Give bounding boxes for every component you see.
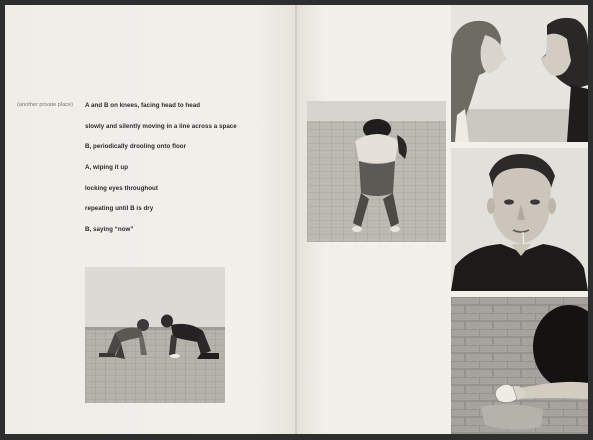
photo-kneeling-pair	[85, 267, 225, 403]
photo-kneeling-pair-image	[85, 267, 225, 403]
photo-crouched-figure	[307, 101, 446, 242]
text-line: slowly and silently moving in a line across a space	[85, 123, 237, 130]
aside-note: (another private place)	[17, 102, 73, 108]
text-line: A and B on knees, facing head to head	[85, 102, 201, 109]
text-line: B, saying “now”	[85, 226, 134, 233]
photo-man-portrait	[451, 148, 588, 291]
book-spread	[5, 5, 588, 434]
photo-hand-wiping	[451, 297, 588, 434]
text-line: B, periodically drooling onto floor	[85, 143, 187, 150]
photo-hand-wiping-image	[451, 297, 588, 434]
text-line: locking eyes throughout	[85, 185, 158, 192]
photo-faces-profile	[451, 5, 588, 142]
left-page	[5, 5, 296, 434]
photo-crouched-figure-image	[307, 101, 446, 242]
text-line: repeating until B is dry	[85, 205, 154, 212]
text-line: A, wiping it up	[85, 164, 129, 171]
photo-man-portrait-image	[451, 148, 588, 291]
photo-faces-profile-image	[451, 5, 588, 142]
right-page	[297, 5, 588, 434]
